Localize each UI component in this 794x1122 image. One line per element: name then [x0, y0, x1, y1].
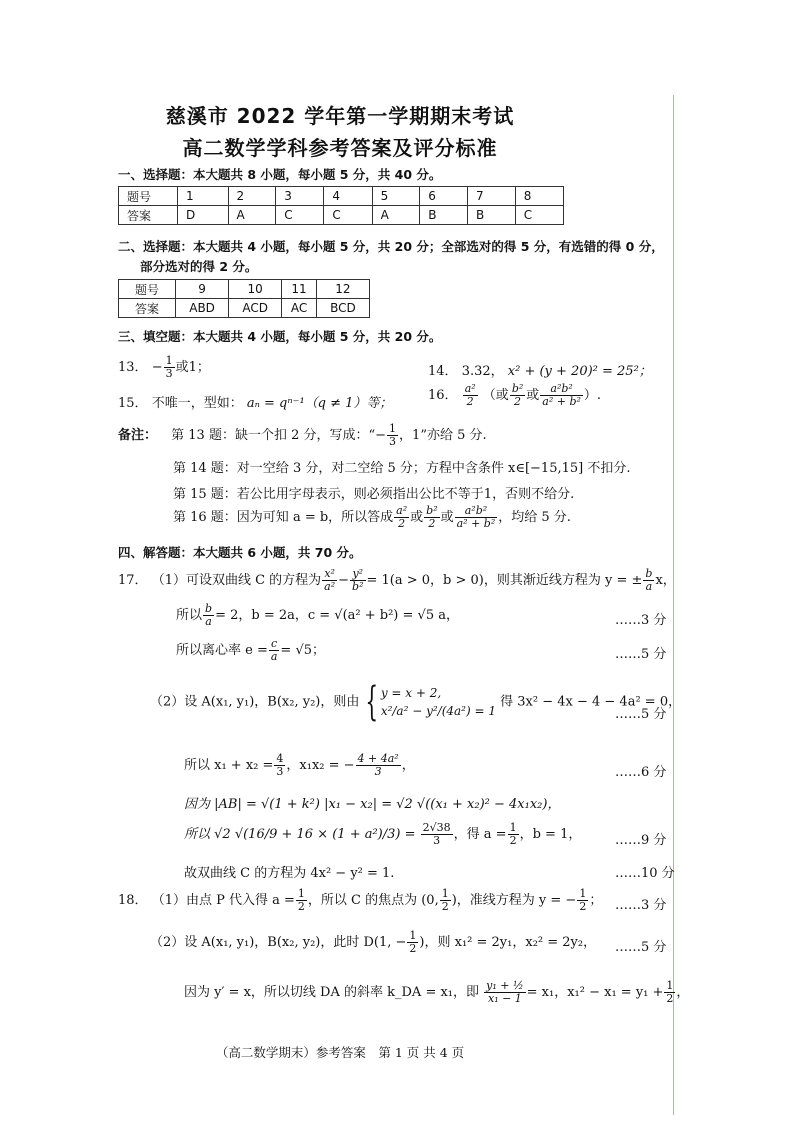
answer-table-1	[118, 186, 564, 225]
table-cell: D	[178, 206, 229, 225]
table-cell: 4	[324, 187, 372, 206]
score-mark: ……9 分	[615, 833, 667, 848]
note-14: 第 14 题：对一空给 3 分，对二空给 5 分；方程中含条件 x∈[−15,15] 不扣分.	[173, 461, 631, 476]
table-cell: BCD	[316, 299, 369, 318]
table-cell: B	[468, 206, 516, 225]
q17-line-8: 故双曲线 C 的方程为 4x² − y² = 1.	[184, 866, 395, 881]
table-cell: 2	[228, 187, 276, 206]
page-footer: （高二数学期末）参考答案 第 1 页 共 4 页	[215, 1045, 465, 1060]
section-1-heading: 一、选择题：本大题共 8 小题，每小题 5 分，共 40 分。	[118, 167, 442, 182]
table-cell: 12	[316, 280, 369, 299]
table-cell: 题号	[119, 280, 176, 299]
q17-line-6: 因为 |AB| = √(1 + k²) |x₁ − x₂| = √2 √((x₁ + x₂)² − 4x₁x₂)，	[184, 797, 561, 812]
table-cell: C	[276, 206, 324, 225]
section-2-heading-cont: 部分选对的得 2 分。	[140, 259, 258, 274]
q17-line-4: （2）设 A(x₁, y₁)，B(x₂, y₂)，则由 { y = x + 2, x²/a² − y²/(4a²) = 1 得 3x² − 4x − 4 − 4a² = 0，	[150, 679, 682, 725]
table-cell: ABD	[176, 299, 229, 318]
table-cell: 6	[420, 187, 468, 206]
answer-13: 13． − $\frac{1}{3}$ 或1；	[118, 354, 210, 380]
score-mark: ……3 分	[615, 898, 667, 913]
table-row	[119, 299, 370, 318]
table-cell: 答案	[119, 299, 176, 318]
note-16: 第 16 题：因为可知 a = b，所以答成 $\frac{\text{a²}}{2}$ 或 $\frac{\text{b²}}{2}$ 或 $\frac{\text{a²b²}}{\text{a² + b²}}$ ，均给 5 分.	[173, 504, 571, 530]
table-cell: B	[420, 206, 468, 225]
score-mark: ……5 分	[615, 940, 667, 955]
table-cell: 3	[276, 187, 324, 206]
table-cell: C	[515, 206, 563, 225]
answer-table-2	[118, 279, 370, 318]
table-cell: A	[228, 206, 276, 225]
q18-line-2: （2）设 A(x₁, y₁)，B(x₂, y₂)，此时 D(1, − $\frac{1}{2}$ )，则 x₁² = 2y₁，x₂² = 2y₂，	[150, 929, 597, 955]
q18-line-3: 因为 y′ = x，所以切线 DA 的斜率 k_DA = x₁，即 $\frac{\text{y₁ + ½}}{\text{x₁ − 1}}$ = x₁，x₁² − x₁ = y₁ + $\frac{1}{2}$ ，	[184, 979, 690, 1005]
table-cell: AC	[282, 299, 317, 318]
table-cell: 11	[282, 280, 317, 299]
answer-14: 14． 3.32， x² + (y + 20)² = 25²；	[428, 364, 652, 379]
exam-title: 慈溪市 2022 学年第一学期期末考试	[165, 104, 515, 128]
q17-line-5: 所以 x₁ + x₂ = $\frac{4}{3}$ ，x₁x₂ = − $\frac{\text{4 + 4a²}}{3}$ ，	[184, 752, 415, 778]
q17-line-2: 所以 $\frac{b}{a}$ = 2，b = 2a，c = √(a² + b²) = √5 a，	[176, 602, 459, 628]
margin-line	[673, 95, 674, 1115]
table-row	[119, 187, 564, 206]
table-cell: 7	[468, 187, 516, 206]
table-cell: C	[324, 206, 372, 225]
table-cell: A	[372, 206, 420, 225]
score-mark: ……5 分	[615, 647, 667, 662]
score-mark: ……10 分	[615, 866, 675, 881]
score-mark: ……6 分	[615, 765, 667, 780]
table-cell: 9	[176, 280, 229, 299]
score-mark: ……5 分	[615, 707, 667, 722]
q18-line-1: 18． （1）由点 P 代入得 a = $\frac{1}{2}$ ，所以 C 的焦点为 (0, $\frac{1}{2}$ )，准线方程为 y = − $\frac{1}{2}$ ；	[118, 887, 603, 913]
q17-line-1: 17． （1）可设双曲线 C 的方程为 $\frac{\text{x²}}{\text{a²}}$ − $\frac{\text{y²}}{\text{b²}}$ = 1(a > 0，b > 0)，则其渐近线方程为 y = ± $\frac{b}{a}$ x，	[118, 567, 676, 593]
section-3-heading: 三、填空题：本大题共 4 小题，每小题 5 分，共 20 分。	[118, 329, 442, 344]
note-15: 第 15 题：若公比用字母表示，则必须指出公比不等于1，否则不给分.	[173, 487, 575, 502]
table-cell: 8	[515, 187, 563, 206]
table-cell: 5	[372, 187, 420, 206]
section-4-heading: 四、解答题：本大题共 6 小题，共 70 分。	[118, 545, 362, 560]
section-2-heading: 二、选择题：本大题共 4 小题，每小题 5 分，共 20 分；全部选对的得 5 分，有选错的得 0 分，	[118, 239, 664, 254]
table-row	[119, 206, 564, 225]
table-cell: 10	[229, 280, 282, 299]
table-cell: ACD	[229, 299, 282, 318]
q17-line-3: 所以离心率 e = $\frac{c}{a}$ = √5；	[176, 637, 326, 663]
exam-subtitle: 高二数学学科参考答案及评分标准	[182, 136, 498, 160]
q17-line-7: 所以 √2 √(16/9 + 16 × (1 + a²)/3) = $\frac{2√38}{3}$ ，得 a = $\frac{1}{2}$ ，b = 1，	[184, 821, 582, 847]
table-cell: 题号	[119, 187, 178, 206]
table-cell: 答案	[119, 206, 178, 225]
score-mark: ……3 分	[615, 613, 667, 628]
table-cell: 1	[178, 187, 229, 206]
answer-16: 16． $\frac{\text{a²}}{2}$ （或 $\frac{\text{b²}}{2}$ 或 $\frac{\text{a²b²}}{\text{a² + b²}}$ ）.	[428, 382, 602, 408]
note-13: 备注： 第 13 题：缺一个扣 2 分，写成：“− $\frac{1}{3}$ ，1”亦给 5 分.	[118, 422, 487, 448]
answer-15: 15． 不唯一，型如： aₙ = qⁿ⁻¹（q ≠ 1）等；	[118, 396, 393, 411]
table-row	[119, 280, 370, 299]
